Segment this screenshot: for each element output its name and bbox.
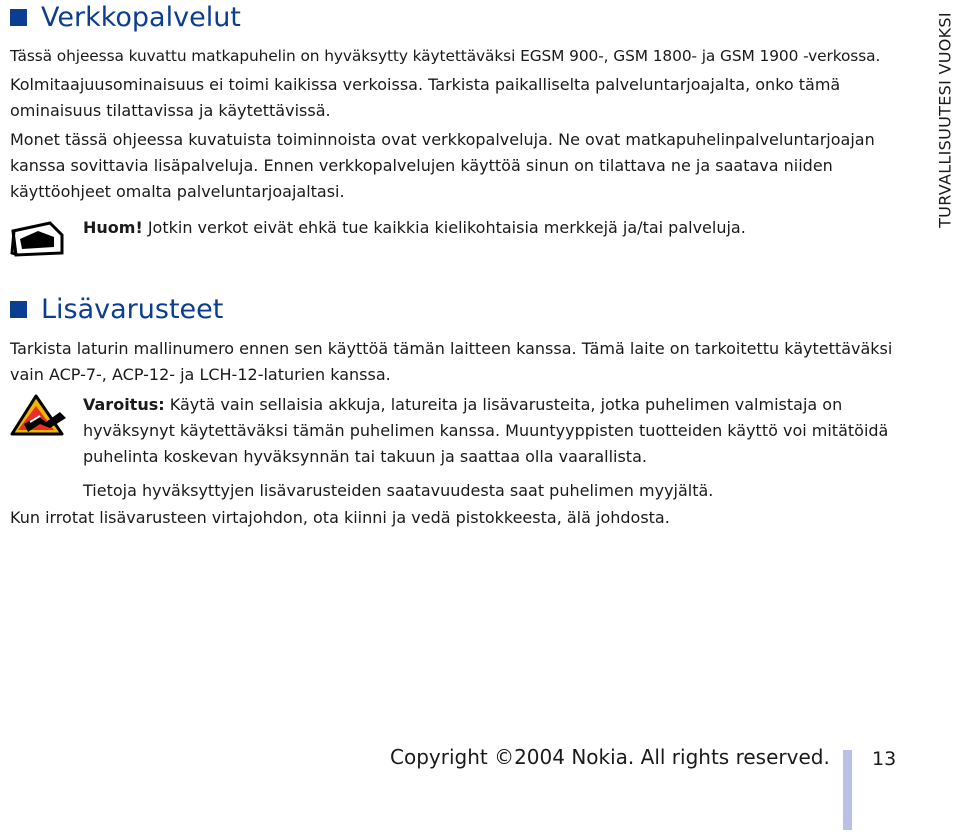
side-tab	[932, 0, 958, 240]
paragraph: Tässä ohjeessa kuvattu matkapuhelin on hyväksytty käytettäväksi EGSM 900-, GSM 1800- ja GSM 1900 -verkossa.	[10, 47, 881, 65]
page-number: 13	[872, 748, 897, 770]
warning-content: Käytä vain sellaisia akkuja, latureita ja lisävarusteita, jotka puhelimen valmistaja on hyväksynyt käytettäväksi tämän puhelimen kanssa. Muuntyyppisten tuotteiden käyttö voi mitätöidä puhelinta koskevan hyväksynnän tai takuun ja saattaa olla vaarallista.	[83, 395, 889, 466]
footer-copyright: Copyright ©2004 Nokia. All rights reserved.	[390, 745, 830, 769]
section-heading-lisavarusteet	[10, 294, 223, 325]
note-hand-icon	[10, 217, 66, 257]
heading-square-icon	[10, 301, 27, 318]
footer-tab-bar	[843, 750, 852, 830]
paragraph: Kolmitaajuusominaisuus ei toimi kaikissa verkoissa. Tarkista paikalliselta palveluntarjoajalta, onko tämä ominaisuus tilattavissa ja käytettävissä.	[10, 75, 841, 120]
section-title: Verkkopalvelut	[41, 2, 241, 33]
paragraph: Tarkista laturin mallinumero ennen sen käyttöä tämän laitteen kanssa. Tämä laite on tarkoitettu käytettäväksi vain ACP-7-, ACP-12- ja LCH-12-laturien kanssa.	[10, 339, 893, 384]
warning-triangle-icon	[10, 394, 70, 438]
note-text	[83, 215, 746, 241]
note-label: Huom!	[83, 218, 143, 237]
note-box	[10, 215, 920, 261]
section-heading-verkkopalvelut	[10, 2, 241, 33]
section-lisavarusteet-body	[10, 336, 920, 388]
paragraph: Kun irrotat lisävarusteen virtajohdon, ota kiinni ja vedä pistokkeesta, älä johdosta.	[10, 508, 670, 527]
section-lisavarusteet-footer-text	[10, 505, 920, 531]
warning-body	[83, 392, 923, 504]
warning-text	[83, 392, 923, 470]
heading-square-icon	[10, 9, 27, 26]
side-tab-label: TURVALLISUUTESI VUOKSI	[935, 12, 955, 228]
section-title: Lisävarusteet	[41, 294, 224, 325]
note-body: Jotkin verkot eivät ehkä tue kaikkia kielikohtaisia merkkejä ja/tai palveluja.	[142, 218, 746, 237]
paragraph: Monet tässä ohjeessa kuvatuista toiminnoista ovat verkkopalveluja. Ne ovat matkapuhelinpalveluntarjoajan kanssa sovittavia lisäpalveluja. Ennen verkkopalvelujen käyttöä sinun on tilattava ne ja saatava niiden käyttöohjeet omalta palveluntarjoajaltasi.	[10, 130, 875, 201]
section-verkkopalvelut-body	[10, 43, 920, 208]
warning-label: Varoitus:	[83, 395, 165, 414]
paragraph: Tietoja hyväksyttyjen lisävarusteiden saatavuudesta saat puhelimen myyjältä.	[83, 481, 714, 500]
